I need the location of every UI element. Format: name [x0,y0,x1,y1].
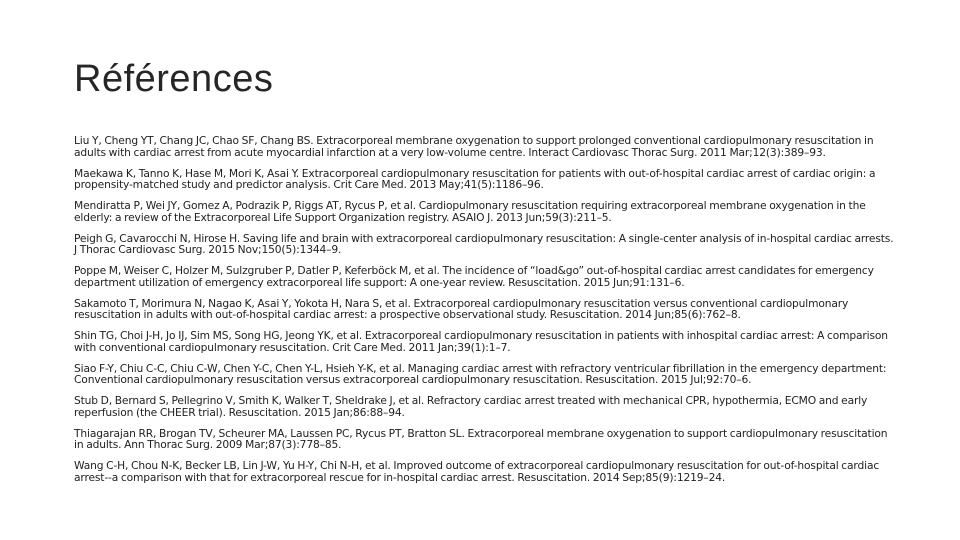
reference-item-5: Poppe M, Weiser C, Holzer M, Sulzgruber P, Datler P, Keferböck M, et al. The incidence of “load&go” out-of-hospital cardiac arrest candidates for emergency department utilization of emergency extracorporeal life support: A one-year review. Resuscitation. 2015 Jun;91:131–6. [74,264,874,289]
reference-item-10: Thiagarajan RR, Brogan TV, Scheurer MA, Laussen PC, Rycus PT, Bratton SL. Extracorporeal membrane oxygenation to support cardiopulmonary resuscitation in adults. Ann Thorac Surg. 2009 Mar;87(3):778–85. [74,426,888,451]
reference-item-11: Wang C-H, Chou N-K, Becker LB, Lin J-W, Yu H-Y, Chi N-H, et al. Improved outcome of extracorporeal cardiopulmonary resuscitation for out-of-hospital cardiac arrest--a comparison with that for extracorporeal rescue for in-hospital cardiac arrest. Resuscitation. 2014 Sep;85(9):1219–24. [74,459,880,484]
reference-item-1: Liu Y, Cheng YT, Chang JC, Chao SF, Chang BS. Extracorporeal membrane oxygenation to support prolonged conventional cardiopulmonary resuscitation in adults with cardiac arrest from acute myocardial infarction at a very low-volume centre. Interact Cardiovasc Thorac Surg. 2011 Mar;12(3):389–93. [74,134,874,159]
reference-item-9: Stub D, Bernard S, Pellegrino V, Smith K, Walker T, Sheldrake J, et al. Refractory cardiac arrest treated with mechanical CPR, hypothermia, ECMO and early reperfusion (the CHEER trial). Resuscitation. 2015 Jan;86:88–94. [74,394,868,419]
slide-title: Références [74,58,274,100]
reference-item-3: Mendiratta P, Wei JY, Gomez A, Podrazik P, Riggs AT, Rycus P, et al. Cardiopulmonary resuscitation requiring extracorporeal membrane oxygenation in the elderly: a review of the Extracorporeal Life Support Organization registry. ASAIO J. 2013 Jun;59(3):211–5. [74,199,866,224]
reference-item-2: Maekawa K, Tanno K, Hase M, Mori K, Asai Y. Extracorporeal cardiopulmonary resuscitation for patients with out-of-hospital cardiac arrest of cardiac origin: a propensity-matched study and predictor analysis. Crit Care Med. 2013 May;41(5):1186–96. [74,166,876,191]
reference-item-4: Peigh G, Cavarocchi N, Hirose H. Saving life and brain with extracorporeal cardiopulmonary resuscitation: A single-center analysis of in-hospital cardiac arrests. J Thorac Cardiovasc Surg. 2015 Nov;150(5):1344–9. [74,231,894,256]
reference-item-7: Shin TG, Choi J-H, Jo IJ, Sim MS, Song HG, Jeong YK, et al. Extracorporeal cardiopulmonary resuscitation in patients with inhospital cardiac arrest: A comparison with conventional cardiopulmonary resuscitation. Crit Care Med. 2011 Jan;39(1):1–7. [74,329,888,354]
reference-item-8: Siao F-Y, Chiu C-C, Chiu C-W, Chen Y-C, Chen Y-L, Hsieh Y-K, et al. Managing cardiac arrest with refractory ventricular fibrillation in the emergency department: Conventional cardiopulmonary resuscitation versus extracorporeal cardiopulmonary resuscitation. Resuscitation. 2015 Jul;92:70–6. [74,361,887,386]
reference-list [74,135,894,493]
reference-item-6: Sakamoto T, Morimura N, Nagao K, Asai Y, Yokota H, Nara S, et al. Extracorporeal cardiopulmonary resuscitation versus conventional cardiopulmonary resuscitation in adults with out-of-hospital cardiac arrest: a prospective observational study. Resuscitation. 2014 Jun;85(6):762–8. [74,296,849,321]
